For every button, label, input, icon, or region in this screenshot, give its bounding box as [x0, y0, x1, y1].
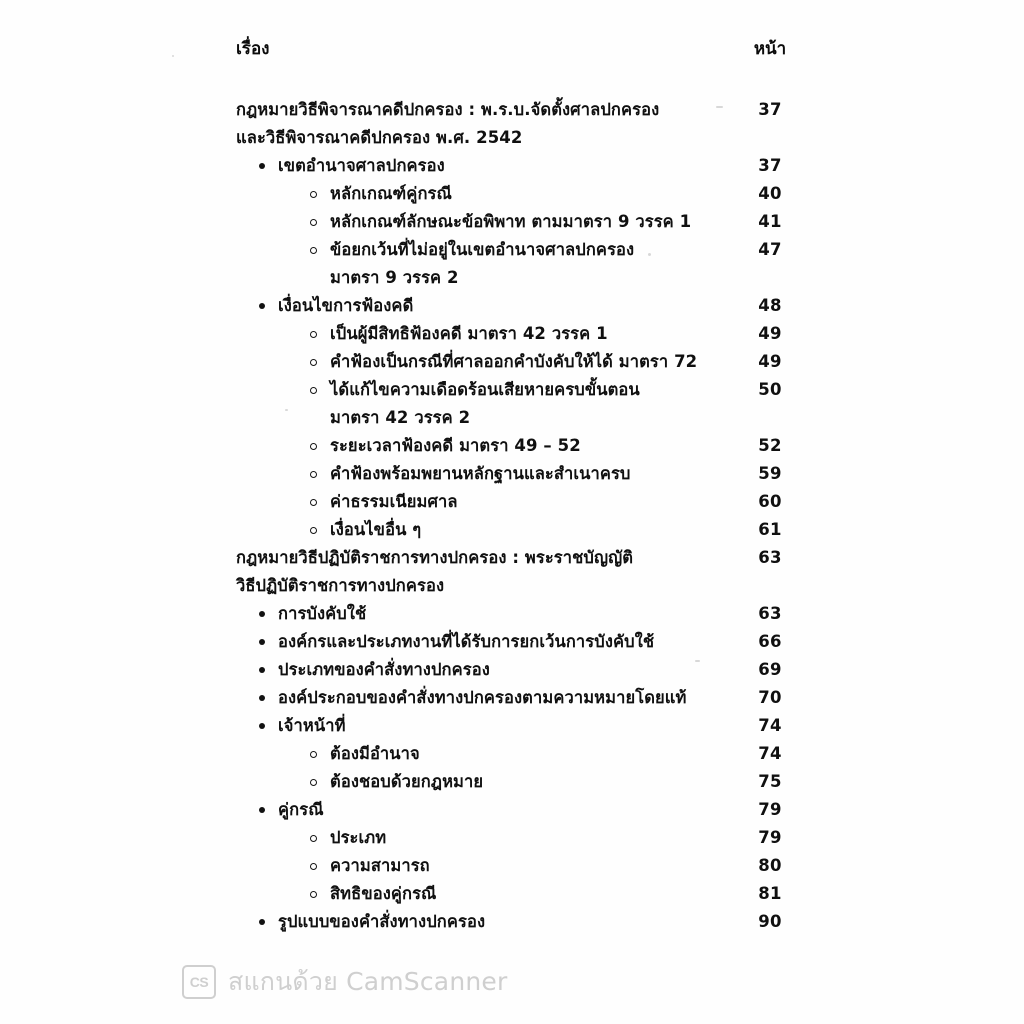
- hollow-circle-icon: [310, 443, 317, 450]
- toc-entry-page-number: 63: [758, 548, 782, 567]
- toc-entry-label: ความสามารถ: [330, 856, 430, 875]
- bullet-icon: [259, 611, 265, 617]
- bullet-icon: [259, 163, 265, 169]
- toc-entry-list: [236, 96, 792, 936]
- scan-speck: [648, 253, 651, 256]
- bullet-icon: [259, 667, 265, 673]
- hollow-circle-icon: [310, 779, 317, 786]
- toc-entry-label: เขตอำนาจศาลปกครอง: [278, 156, 445, 175]
- toc-entry[interactable]: [236, 852, 792, 880]
- toc-entry-page-number: 59: [758, 464, 782, 483]
- toc-entry-label: คำฟ้องเป็นกรณีที่ศาลออกคำบังคับให้ได้ มาตรา 72: [330, 352, 698, 371]
- hollow-circle-icon: [310, 471, 317, 478]
- toc-entry[interactable]: [236, 824, 792, 852]
- hollow-circle-icon: [310, 331, 317, 338]
- toc-entry-page-number: 74: [758, 716, 782, 735]
- toc-entry-page-number: 49: [758, 324, 782, 343]
- bullet-icon: [259, 723, 265, 729]
- toc-entry-label: ได้แก้ไขความเดือดร้อนเสียหายครบขั้นตอน: [330, 380, 640, 399]
- toc-entry-page-number: 79: [758, 828, 782, 847]
- hollow-circle-icon: [310, 219, 317, 226]
- toc-entry-label: มาตรา 9 วรรค 2: [330, 268, 459, 287]
- toc-entry-label: ต้องมีอำนาจ: [330, 744, 420, 763]
- toc-entry[interactable]: [236, 516, 792, 544]
- toc-entry[interactable]: [236, 236, 792, 264]
- column-header-page: หน้า: [753, 39, 787, 59]
- toc-entry-label: คำฟ้องพร้อมพยานหลักฐานและสำเนาครบ: [330, 464, 631, 483]
- toc-column-header: [236, 32, 792, 72]
- toc-entry-page-number: 80: [758, 856, 782, 875]
- toc-entry[interactable]: [236, 796, 792, 824]
- toc-entry-label: คู่กรณี: [278, 800, 324, 819]
- toc-entry-page-number: 74: [758, 744, 782, 763]
- toc-entry[interactable]: [236, 768, 792, 796]
- toc-entry-page-number: 49: [758, 352, 782, 371]
- toc-entry[interactable]: [236, 656, 792, 684]
- toc-entry[interactable]: [236, 880, 792, 908]
- header-spacer: [236, 72, 792, 96]
- hollow-circle-icon: [310, 751, 317, 758]
- hollow-circle-icon: [310, 527, 317, 534]
- hollow-circle-icon: [310, 191, 317, 198]
- toc-entry-label: วิธีปฏิบัติราชการทางปกครอง: [236, 576, 445, 595]
- camscanner-logo-icon: CS: [182, 965, 216, 999]
- toc-entry[interactable]: [236, 600, 792, 628]
- hollow-circle-icon: [310, 499, 317, 506]
- toc-entry-page-number: 90: [758, 912, 782, 931]
- toc-entry-label: ประเภท: [330, 828, 387, 847]
- column-header-topic: เรื่อง: [236, 39, 270, 59]
- scan-speck: [285, 409, 288, 411]
- toc-entry[interactable]: [236, 124, 792, 152]
- toc-entry-label: การบังคับใช้: [278, 604, 367, 623]
- toc-entry-label: สิทธิของคู่กรณี: [330, 884, 437, 903]
- toc-entry-page-number: 41: [758, 212, 782, 231]
- camscanner-watermark-label: สแกนด้วย CamScanner: [228, 967, 508, 996]
- hollow-circle-icon: [310, 247, 317, 254]
- toc-entry-page-number: 61: [758, 520, 782, 539]
- table-of-contents: [236, 32, 792, 936]
- scan-speck: [172, 55, 174, 57]
- scan-speck: [716, 106, 723, 108]
- hollow-circle-icon: [310, 835, 317, 842]
- hollow-circle-icon: [310, 387, 317, 394]
- hollow-circle-icon: [310, 863, 317, 870]
- toc-entry[interactable]: [236, 628, 792, 656]
- bullet-icon: [259, 639, 265, 645]
- toc-entry-page-number: 37: [758, 100, 782, 119]
- toc-entry-label: เงื่อนไขอื่น ๆ: [330, 520, 422, 539]
- toc-entry-page-number: 47: [758, 240, 782, 259]
- toc-entry[interactable]: [236, 488, 792, 516]
- toc-entry[interactable]: [236, 544, 792, 572]
- toc-entry-label: และวิธีพิจารณาคดีปกครอง พ.ศ. 2542: [236, 128, 523, 147]
- toc-entry-label: องค์ประกอบของคำสั่งทางปกครองตามความหมายโดยแท้: [278, 688, 687, 707]
- toc-entry-label: กฎหมายวิธีปฏิบัติราชการทางปกครอง : พระราชบัญญัติ: [236, 548, 634, 567]
- toc-entry-label: รูปแบบของคำสั่งทางปกครอง: [278, 912, 486, 931]
- toc-entry[interactable]: [236, 432, 792, 460]
- toc-entry-page-number: 66: [758, 632, 782, 651]
- toc-entry-label: องค์กรและประเภทงานที่ได้รับการยกเว้นการบังคับใช้: [278, 632, 655, 651]
- hollow-circle-icon: [310, 891, 317, 898]
- toc-entry-label: หลักเกณฑ์ลักษณะข้อพิพาท ตามมาตรา 9 วรรค 1: [330, 212, 692, 231]
- toc-entry-label: เงื่อนไขการฟ้องคดี: [278, 296, 414, 315]
- toc-entry[interactable]: [236, 376, 792, 404]
- scan-speck: [695, 660, 700, 662]
- bullet-icon: [259, 303, 265, 309]
- toc-entry-page-number: 69: [758, 660, 782, 679]
- toc-entry-page-number: 79: [758, 800, 782, 819]
- hollow-circle-icon: [310, 359, 317, 366]
- toc-entry-page-number: 48: [758, 296, 782, 315]
- toc-entry-label: ค่าธรรมเนียมศาล: [330, 492, 458, 511]
- toc-entry-page-number: 75: [758, 772, 782, 791]
- toc-entry[interactable]: [236, 460, 792, 488]
- camscanner-watermark: [182, 962, 507, 1002]
- toc-entry-label: เป็นผู้มีสิทธิฟ้องคดี มาตรา 42 วรรค 1: [330, 324, 608, 343]
- toc-entry-label: มาตรา 42 วรรค 2: [330, 408, 471, 427]
- toc-entry-label: เจ้าหน้าที่: [278, 716, 346, 735]
- toc-entry[interactable]: [236, 320, 792, 348]
- toc-entry-page-number: 50: [758, 380, 782, 399]
- toc-entry-label: ต้องชอบด้วยกฎหมาย: [330, 772, 484, 791]
- toc-entry-label: หลักเกณฑ์คู่กรณี: [330, 184, 452, 203]
- toc-entry[interactable]: [236, 908, 792, 936]
- toc-entry[interactable]: [236, 404, 792, 432]
- toc-entry[interactable]: [236, 684, 792, 712]
- toc-entry[interactable]: [236, 712, 792, 740]
- toc-entry[interactable]: [236, 292, 792, 320]
- toc-entry-page-number: 60: [758, 492, 782, 511]
- toc-entry[interactable]: [236, 264, 792, 292]
- toc-entry-label: ข้อยกเว้นที่ไม่อยู่ในเขตอำนาจศาลปกครอง: [330, 240, 635, 259]
- toc-entry-page-number: 70: [758, 688, 782, 707]
- toc-entry-label: ระยะเวลาฟ้องคดี มาตรา 49 – 52: [330, 436, 581, 455]
- toc-entry[interactable]: [236, 348, 792, 376]
- bullet-icon: [259, 807, 265, 813]
- toc-entry-page-number: 52: [758, 436, 782, 455]
- toc-entry-label: กฎหมายวิธีพิจารณาคดีปกครอง : พ.ร.บ.จัดตั้งศาลปกครอง: [236, 100, 660, 119]
- toc-entry-page-number: 81: [758, 884, 782, 903]
- toc-entry-label: ประเภทของคำสั่งทางปกครอง: [278, 660, 490, 679]
- bullet-icon: [259, 695, 265, 701]
- toc-entry[interactable]: [236, 180, 792, 208]
- toc-entry[interactable]: [236, 572, 792, 600]
- toc-entry[interactable]: [236, 208, 792, 236]
- toc-entry-page-number: 40: [758, 184, 782, 203]
- toc-entry[interactable]: [236, 152, 792, 180]
- bullet-icon: [259, 919, 265, 925]
- toc-entry[interactable]: [236, 96, 792, 124]
- toc-entry-page-number: 63: [758, 604, 782, 623]
- toc-entry[interactable]: [236, 740, 792, 768]
- toc-entry-page-number: 37: [758, 156, 782, 175]
